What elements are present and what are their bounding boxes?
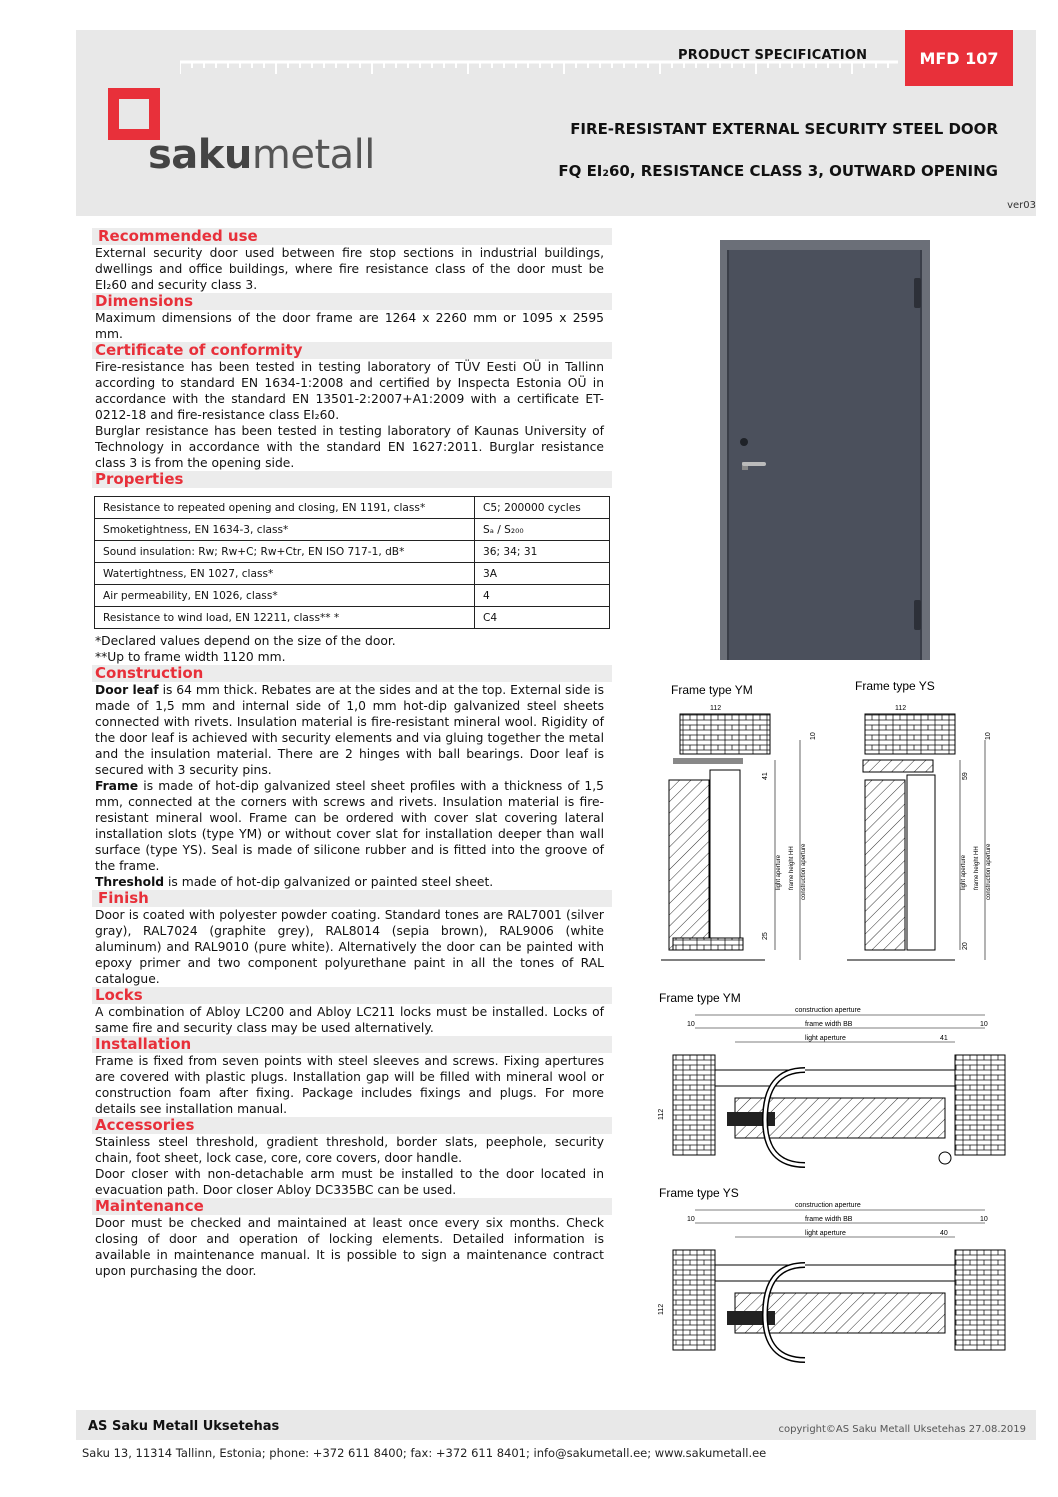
dim-41-h-ym: 41	[940, 1035, 948, 1042]
product-code-badge: MFD 107	[905, 30, 1013, 86]
construction-aperture-ym: construction aperture	[801, 843, 807, 900]
footer-copyright: copyright©AS Saku Metall Uksetehas 27.08.2019	[778, 1424, 1026, 1435]
frame-width-h-ym: frame width BB	[805, 1021, 853, 1028]
section-title-construction: Construction	[92, 665, 612, 682]
frame-ys-label-2: Frame type YS	[659, 1186, 739, 1200]
logo-light: metall	[251, 132, 375, 178]
finish-text: Door is coated with polyester powder coating. Standard tones are RAL7001 (silver gray), RAL7024 (graphite grey), RAL8014 (sepia brown), RAL9006 (white aluminum) and RAL9010 (pure white). Alternatively the door can be painted with epoxy primer and two component polyurethane paint in all the tones of RAL catalogue.	[95, 908, 604, 986]
property-value: C4	[475, 607, 610, 629]
section-title-dimensions: Dimensions	[92, 293, 612, 310]
dim-112-h-ys: 112	[658, 1303, 665, 1315]
dim-10-h-ym-right: 10	[980, 1021, 988, 1028]
dim-40-h-ys: 40	[940, 1230, 948, 1237]
construction-leaf-text	[95, 682, 604, 778]
frame-label: Frame	[95, 779, 139, 793]
light-aperture-ym: light aperture	[776, 854, 782, 890]
door-leaf-desc: is 64 mm thick. Rebates are at the sides and at the top. External side is made of 1,5 mm and internal side of 1,0 mm hot-dip galvanized steel sheets connected with rivets. Insulation material is fire-resistant mineral wool. Rigidity of the door leaf is achieved with security elements and via gluing together the metal and the insulation material. There are 2 hinges with ball bearings. Door leaf is secured with 3 security pins.	[95, 683, 604, 777]
properties-note-1: *Declared values depend on the size of the door.	[95, 634, 396, 648]
dim-25-ym: 25	[762, 932, 769, 940]
frame-height-ys: frame height HH	[974, 846, 980, 890]
horizontal-section-ym	[655, 990, 1025, 1180]
construction-frame-text	[95, 778, 604, 874]
threshold-label: Threshold	[95, 875, 165, 889]
property-label: Air permeability, EN 1026, class*	[95, 585, 475, 607]
section-title-properties: Properties	[92, 471, 612, 488]
dim-112-h-ym: 112	[658, 1108, 665, 1120]
recommended-text: External security door used between fire stop sections in industrial buildings, dwellings and office buildings, where fire resistance class of the door must be EI₂60 and security class 3.	[95, 246, 604, 292]
logo-bold: saku	[148, 132, 252, 178]
page-subtitle: FQ EI₂60, RESISTANCE CLASS 3, OUTWARD OPENING	[558, 162, 998, 180]
installation-text: Frame is fixed from seven points with steel sleeves and screws. Fixing apertures are covered with plastic plugs. Installation gap will be filled with mineral wool or construction foam after fixing. Package includes fixings and plugs. For more details see installation manual.	[95, 1054, 604, 1116]
page-title: FIRE-RESISTANT EXTERNAL SECURITY STEEL DOOR	[570, 120, 998, 138]
table-row	[95, 563, 610, 585]
footer-address: Saku 13, 11314 Tallinn, Estonia; phone: +372 611 8400; fax: +372 611 8401; info@sakumetall.ee; www.sakumetall.ee	[82, 1446, 767, 1460]
dim-112-ys: 112	[895, 705, 907, 712]
construction-aperture-h-ym: construction aperture	[795, 1007, 861, 1014]
frame-width-h-ys: frame width BB	[805, 1216, 853, 1223]
section-title-accessories: Accessories	[92, 1117, 612, 1134]
dim-112-ym: 112	[710, 705, 722, 712]
light-aperture-h-ym: light aperture	[805, 1035, 846, 1042]
table-row	[95, 585, 610, 607]
locks-text: A combination of Abloy LC200 and Abloy LC211 locks must be installed. Locks of same fire and security class may be used alternatively.	[95, 1005, 604, 1035]
construction-aperture-h-ys: construction aperture	[795, 1202, 861, 1209]
construction-aperture-ys: construction aperture	[986, 843, 992, 900]
property-value: C5; 200000 cycles	[475, 497, 610, 519]
property-value: Sₐ / S₂₀₀	[475, 519, 610, 541]
version-label: ver03	[1007, 200, 1036, 211]
dim-41-ym: 41	[762, 772, 769, 780]
dim-10-h-ys-left: 10	[687, 1216, 695, 1223]
section-title-installation: Installation	[92, 1036, 612, 1053]
dimensions-text: Maximum dimensions of the door frame are 1264 x 2260 mm or 1095 x 2595 mm.	[95, 311, 604, 341]
property-label: Resistance to wind load, EN 12211, class** *	[95, 607, 475, 629]
property-label: Resistance to repeated opening and closing, EN 1191, class*	[95, 497, 475, 519]
property-label: Watertightness, EN 1027, class*	[95, 563, 475, 585]
frame-desc: is made of hot-dip galvanized steel sheet profiles with a thickness of 1,5 mm, connected at the corners with screws and rivets. Insulation material is fire-resistant mineral wool. Frame can be ordered with cover slat covering lateral installation slots (type YM) or without cover slat for installation deeper than wall surface (type YS). Seal is made of silicone rubber and is fitted into the groove of the frame.	[95, 779, 604, 873]
table-row	[95, 519, 610, 541]
light-aperture-ys: light aperture	[961, 854, 967, 890]
vertical-section-drawing	[655, 680, 1025, 972]
section-title-maintenance: Maintenance	[92, 1198, 612, 1215]
threshold-desc: is made of hot-dip galvanized or painted steel sheet.	[164, 875, 494, 889]
certificate-text-burglar: Burglar resistance has been tested in testing laboratory of Kaunas University of Technology in accordance with the standard EN 1627:2011. Burglar resistance class 3 is from the opening side.	[95, 424, 604, 470]
frame-ym-label-2: Frame type YM	[659, 991, 741, 1005]
section-title-locks: Locks	[92, 987, 612, 1004]
property-label: Sound insulation: Rw; Rw+C; Rw+Ctr, EN ISO 717-1, dB*	[95, 541, 475, 563]
table-row	[95, 497, 610, 519]
maintenance-text: Door must be checked and maintained at least once every six months. Check closing of door and operation of locking elements. Detailed information is available in maintenance manual. It is possible to sign a maintenance contract upon purchasing the door.	[95, 1216, 604, 1278]
light-aperture-h-ys: light aperture	[805, 1230, 846, 1237]
spec-column	[92, 228, 612, 1279]
dim-10-ym: 10	[810, 732, 817, 740]
dim-20-ys: 20	[962, 942, 969, 950]
section-title-finish: Finish	[92, 890, 612, 907]
dim-10-h-ys-right: 10	[980, 1216, 988, 1223]
properties-note-2: **Up to frame width 1120 mm.	[95, 650, 286, 664]
frame-ym-label: Frame type YM	[671, 683, 753, 697]
dim-59-ys: 59	[962, 772, 969, 780]
table-row	[95, 541, 610, 563]
section-title-certificate: Certificate of conformity	[92, 342, 612, 359]
footer-company: AS Saku Metall Uksetehas	[88, 1419, 280, 1434]
dim-10-h-ym-left: 10	[687, 1021, 695, 1028]
door-leaf-label: Door leaf	[95, 683, 159, 697]
logo-wordmark	[148, 132, 375, 178]
dim-10-ys: 10	[985, 732, 992, 740]
table-row	[95, 607, 610, 629]
accessories-text-1: Stainless steel threshold, gradient threshold, border slats, peephole, security chain, foot sheet, lock case, core, core covers, door handle.	[95, 1135, 604, 1165]
property-label: Smoketightness, EN 1634-3, class*	[95, 519, 475, 541]
accessories-text-2: Door closer with non-detachable arm must be installed to the door located in evacuation path. Door closer Abloy DC335BC can be used.	[95, 1167, 604, 1197]
properties-table	[94, 496, 610, 629]
construction-threshold-text	[95, 874, 604, 890]
property-value: 3A	[475, 563, 610, 585]
certificate-text-fire: Fire-resistance has been tested in testing laboratory of TÜV Eesti OÜ in Tallinn according to standard EN 1634-1:2008 and certified by Inspecta Estonia OÜ in accordance with the standard EN 13501-2:2007+A1:2009 with a certificate ET-0212-18 and fire-resistance class EI₂60.	[95, 360, 604, 422]
frame-ys-label: Frame type YS	[855, 680, 935, 693]
door-image	[720, 240, 930, 660]
horizontal-section-ys	[655, 1185, 1025, 1375]
frame-height-ym: frame height HH	[789, 846, 795, 890]
section-title-recommended: Recommended use	[92, 228, 612, 245]
property-value: 4	[475, 585, 610, 607]
spec-label: PRODUCT SPECIFICATION	[678, 48, 868, 63]
property-value: 36; 34; 31	[475, 541, 610, 563]
